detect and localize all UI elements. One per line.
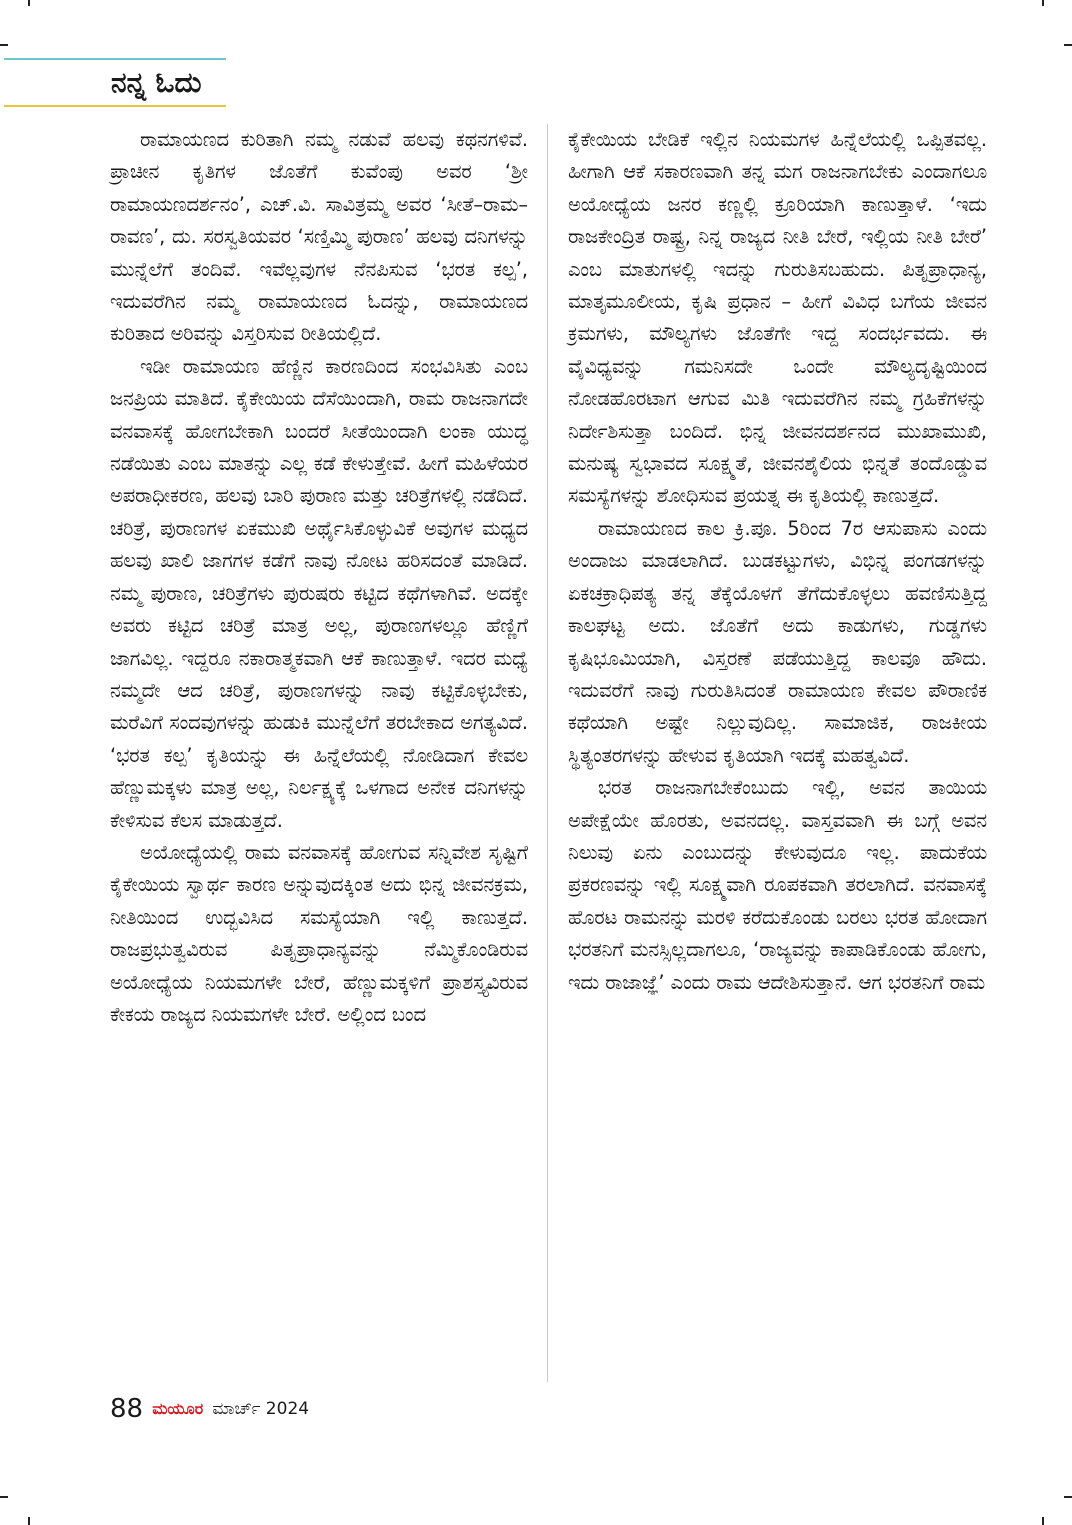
paragraph: ರಾಮಾಯಣದ ಕಾಲ ಕ್ರಿ.ಪೂ. 5ರಿಂದ 7ರ ಆಸುಪಾಸು ಎಂದು ಅಂದಾಜು ಮಾಡಲಾಗಿದೆ. ಬುಡಕಟ್ಟುಗಳು, ವಿಭಿನ್ನ ಪಂಗಡಗಳನ್ನು ಏಕಚಕ್ರಾಧಿಪತ್ಯ ತನ್ನ ತೆಕ್ಕೆಯೊಳಗೆ ತೆಗೆದುಕೊಳ್ಳಲು ಹವಣಿಸುತ್ತಿದ್ದ ಕಾಲಘಟ್ಟ ಅದು. ಜೊತೆಗೆ ಅದು ಕಾಡುಗಳು, ಗುಡ್ಡಗಳು ಕೃಷಿಭೂಮಿಯಾಗಿ, ವಿಸ್ತರಣೆ ಪಡೆಯುತ್ತಿದ್ದ ಕಾಲವೂ ಹೌದು. ಇದುವರೆಗೆ ನಾವು ಗುರುತಿಸಿದಂತೆ ರಾಮಾಯಣ ಕೇವಲ ಪೌರಾಣಿಕ ಕಥೆಯಾಗಿ ಅಷ್ಟೇ ನಿಲ್ಲುವುದಿಲ್ಲ. ಸಾಮಾಜಿಕ, ರಾಜಕೀಯ ಸ್ಥಿತ್ಯಂತರಗಳನ್ನು ಹೇಳುವ ಕೃತಿಯಾಗಿ ಇದಕ್ಕೆ ಮಹತ್ವವಿದೆ. [568,516,987,767]
section-header [4,58,226,110]
crop-mark [28,1517,30,1525]
paragraph: ಇಡೀ ರಾಮಾಯಣ ಹೆಣ್ಣಿನ ಕಾರಣದಿಂದ ಸಂಭವಿಸಿತು ಎಂಬ ಜನಪ್ರಿಯ ಮಾತಿದೆ. ಕೈಕೇಯಿಯ ದೆಸೆಯಿಂದಾಗಿ, ರಾಮ ರಾಜನಾಗದೇ ವನವಾಸಕ್ಕೆ ಹೋಗಬೇಕಾಗಿ ಬಂದರೆ ಸೀತೆಯಿಂದಾಗಿ ಲಂಕಾ ಯುದ್ಧ ನಡೆಯಿತು ಎಂಬ ಮಾತನ್ನು ಎಲ್ಲ ಕಡೆ ಕೇಳುತ್ತೇವೆ. ಹೀಗೆ ಮಹಿಳೆಯರ ಅಪರಾಧೀಕರಣ, ಹಲವು ಬಾರಿ ಪುರಾಣ ಮತ್ತು ಚರಿತ್ರೆಗಳಲ್ಲಿ ನಡೆದಿದೆ. ಚರಿತ್ರೆ, ಪುರಾಣಗಳ ಏಕಮುಖಿ ಅರ್ಥೈಸಿಕೊಳ್ಳುವಿಕೆ ಅವುಗಳ ಮಧ್ಯದ ಹಲವು ಖಾಲಿ ಜಾಗಗಳ ಕಡೆಗೆ ನಾವು ನೋಟ ಹರಿಸದಂತೆ ಮಾಡಿದೆ. ನಮ್ಮ ಪುರಾಣ, ಚರಿತ್ರೆಗಳು ಪುರುಷರು ಕಟ್ಟಿದ ಕಥೆಗಳಾಗಿವೆ. ಅದಕ್ಕೇ ಅವರು ಕಟ್ಟಿದ ಚರಿತ್ರೆ ಮಾತ್ರ ಅಲ್ಲ, ಪುರಾಣಗಳಲ್ಲೂ ಹೆಣ್ಣಿಗೆ ಜಾಗವಿಲ್ಲ. ಇದ್ದರೂ ನಕಾರಾತ್ಮಕವಾಗಿ ಆಕೆ ಕಾಣುತ್ತಾಳೆ. ಇದರ ಮಧ್ಯೆ ನಮ್ಮದೇ ಆದ ಚರಿತ್ರೆ, ಪುರಾಣಗಳನ್ನು ನಾವು ಕಟ್ಟಿಕೊಳ್ಳಬೇಕು, ಮರೆವಿಗೆ ಸಂದವುಗಳನ್ನು ಹುಡುಕಿ ಮುನ್ನೆಲೆಗೆ ತರಬೇಕಾದ ಅಗತ್ಯವಿದೆ. ‘ಭರತ ಕಲ್ಪ’ ಕೃತಿಯನ್ನು ಈ ಹಿನ್ನೆಲೆಯಲ್ಲಿ ನೋಡಿದಾಗ ಕೇವಲ ಹೆಣ್ಣುಮಕ್ಕಳು ಮಾತ್ರ ಅಲ್ಲ, ನಿರ್ಲಕ್ಷ್ಯಕ್ಕೆ ಒಳಗಾದ ಅನೇಕ ದನಿಗಳನ್ನು ಕೇಳಿಸುವ ಕೆಲಸ ಮಾಡುತ್ತದೆ. [110,354,528,832]
page-footer [110,1394,309,1426]
section-title: ನನ್ನ ಓದು [111,66,202,99]
crop-mark [1064,44,1072,46]
paragraph: ರಾಮಾಯಣದ ಕುರಿತಾಗಿ ನಮ್ಮ ನಡುವೆ ಹಲವು ಕಥನಗಳಿವೆ. ಪ್ರಾಚೀನ ಕೃತಿಗಳ ಜೊತೆಗೆ ಕುವೆಂಪು ಅವರ ‘ಶ್ರೀ ರಾಮಾಯಣದರ್ಶನಂ’, ಎಚ್.ವಿ. ಸಾವಿತ್ರಮ್ಮ ಅವರ ‘ಸೀತೆ–ರಾಮ–ರಾವಣ’, ದು. ಸರಸ್ವತಿಯವರ ‘ಸಣ್ತಿಮ್ಮಿ ಪುರಾಣ’ ಹಲವು ದನಿಗಳನ್ನು ಮುನ್ನೆಲೆಗೆ ತಂದಿವೆ. ಇವೆಲ್ಲವುಗಳ ನೆನಪಿಸುವ ‘ಭರತ ಕಲ್ಪ’, ಇದುವರೆಗಿನ ನಮ್ಮ ರಾಮಾಯಣದ ಓದನ್ನು, ರಾಮಾಯಣದ ಕುರಿತಾದ ಅರಿವನ್ನು ವಿಸ್ತರಿಸುವ ರೀತಿಯಲ್ಲಿದೆ. [110,128,528,346]
paragraph: ಕೈಕೇಯಿಯ ಬೇಡಿಕೆ ಇಲ್ಲಿನ ನಿಯಮಗಳ ಹಿನ್ನೆಲೆಯಲ್ಲಿ ಒಪ್ಪಿತವಲ್ಲ. ಹೀಗಾಗಿ ಆಕೆ ಸಕಾರಣವಾಗಿ ತನ್ನ ಮಗ ರಾಜನಾಗಬೇಕು ಎಂದಾಗಲೂ ಅಯೋಧ್ಯೆಯ ಜನರ ಕಣ್ಣಲ್ಲಿ ಕ್ರೂರಿಯಾಗಿ ಕಾಣುತ್ತಾಳೆ. ‘ಇದು ರಾಜಕೇಂದ್ರಿತ ರಾಷ್ಟ್ರ, ನಿನ್ನ ರಾಜ್ಯದ ನೀತಿ ಬೇರೆ, ಇಲ್ಲಿಯ ನೀತಿ ಬೇರೆ’ ಎಂಬ ಮಾತುಗಳಲ್ಲಿ ಇದನ್ನು ಗುರುತಿಸಬಹುದು. ಪಿತೃಪ್ರಾಧಾನ್ಯ, ಮಾತೃಮೂಲೀಯ, ಕೃಷಿ ಪ್ರಧಾನ – ಹೀಗೆ ವಿವಿಧ ಬಗೆಯ ಜೀವನ ಕ್ರಮಗಳು, ಮೌಲ್ಯಗಳು ಜೊತೆಗೇ ಇದ್ದ ಸಂದರ್ಭವದು. ಈ ವೈವಿಧ್ಯವನ್ನು ಗಮನಿಸದೇ ಒಂದೇ ಮೌಲ್ಯದೃಷ್ಟಿಯಿಂದ ನೋಡಹೊರಟಾಗ ಆಗುವ ಮಿತಿ ಇದುವರೆಗಿನ ನಮ್ಮ ಗ್ರಹಿಕೆಗಳನ್ನು ನಿರ್ದೇಶಿಸುತ್ತಾ ಬಂದಿದೆ. ಭಿನ್ನ ಜೀವನದರ್ಶನದ ಮುಖಾಮುಖಿ, ಮನುಷ್ಯ ಸ್ವಭಾವದ ಸೂಕ್ಷ್ಮತೆ, ಜೀವನಶೈಲಿಯ ಭಿನ್ನತೆ ತಂದೊಡ್ಡುವ ಸಮಸ್ಯೆಗಳನ್ನು ಶೋಧಿಸುವ ಪ್ರಯತ್ನ ಈ ಕೃತಿಯಲ್ಲಿ ಕಾಣುತ್ತದೆ. [568,128,987,508]
header-top-rule [4,58,226,60]
page-number: 88 [110,1394,144,1424]
magazine-logo: ಮಯೂರ [152,1399,204,1418]
header-bottom-rule [4,105,226,107]
crop-mark [1064,1496,1072,1498]
issue-date: ಮಾರ್ಚ್ 2024 [212,1399,310,1419]
column-divider [547,124,548,1382]
crop-mark [0,44,8,46]
paragraph: ಭರತ ರಾಜನಾಗಬೇಕೆಂಬುದು ಇಲ್ಲಿ, ಅವನ ತಾಯಿಯ ಅಪೇಕ್ಷೆಯೇ ಹೊರತು, ಅವನದಲ್ಲ. ವಾಸ್ತವವಾಗಿ ಈ ಬಗ್ಗೆ ಅವನ ನಿಲುವು ಏನು ಎಂಬುದನ್ನು ಕೇಳುವುದೂ ಇಲ್ಲ. ಪಾದುಕೆಯ ಪ್ರಕರಣವನ್ನು ಇಲ್ಲಿ ಸೂಕ್ಷ್ಮವಾಗಿ ರೂಪಕವಾಗಿ ತರಲಾಗಿದೆ. ವನವಾಸಕ್ಕೆ ಹೊರಟ ರಾಮನನ್ನು ಮರಳಿ ಕರೆದುಕೊಂಡು ಬರಲು ಭರತ ಹೋದಾಗ ಭರತನಿಗೆ ಮನಸ್ಸಿಲ್ಲದಾಗಲೂ, ‘ರಾಜ್ಯವನ್ನು ಕಾಪಾಡಿಕೊಂಡು ಹೋಗು, ಇದು ರಾಜಾಜ್ಞೆ’ ಎಂದು ರಾಮ ಆದೇಶಿಸುತ್ತಾನೆ. ಆಗ ಭರತನಿಗೆ ರಾಮ [568,776,987,994]
right-column [568,124,987,999]
crop-mark [0,1496,8,1498]
crop-mark [1042,1517,1044,1525]
crop-mark [28,0,30,6]
paragraph: ಅಯೋಧ್ಯೆಯಲ್ಲಿ ರಾಮ ವನವಾಸಕ್ಕೆ ಹೋಗುವ ಸನ್ನಿವೇಶ ಸೃಷ್ಟಿಗೆ ಕೈಕೇಯಿಯ ಸ್ವಾರ್ಥ ಕಾರಣ ಅನ್ನುವುದಕ್ಕಿಂತ ಅದು ಭಿನ್ನ ಜೀವನಕ್ರಮ, ನೀತಿಯಿಂದ ಉದ್ಭವಿಸಿದ ಸಮಸ್ಯೆಯಾಗಿ ಇಲ್ಲಿ ಕಾಣುತ್ತದೆ. ರಾಜಪ್ರಭುತ್ವವಿರುವ ಪಿತೃಪ್ರಾಧಾನ್ಯವನ್ನು ನೆಮ್ಮಿಕೊಂಡಿರುವ ಅಯೋಧ್ಯೆಯ ನಿಯಮಗಳೇ ಬೇರೆ, ಹೆಣ್ಣುಮಕ್ಕಳಿಗೆ ಪ್ರಾಶಸ್ತ್ಯವಿರುವ ಕೇಕಯ ರಾಜ್ಯದ ನಿಯಮಗಳೇ ಬೇರೆ. ಅಲ್ಲಿಂದ ಬಂದ [110,840,528,1026]
crop-mark [1042,0,1044,6]
left-column [110,124,528,1031]
